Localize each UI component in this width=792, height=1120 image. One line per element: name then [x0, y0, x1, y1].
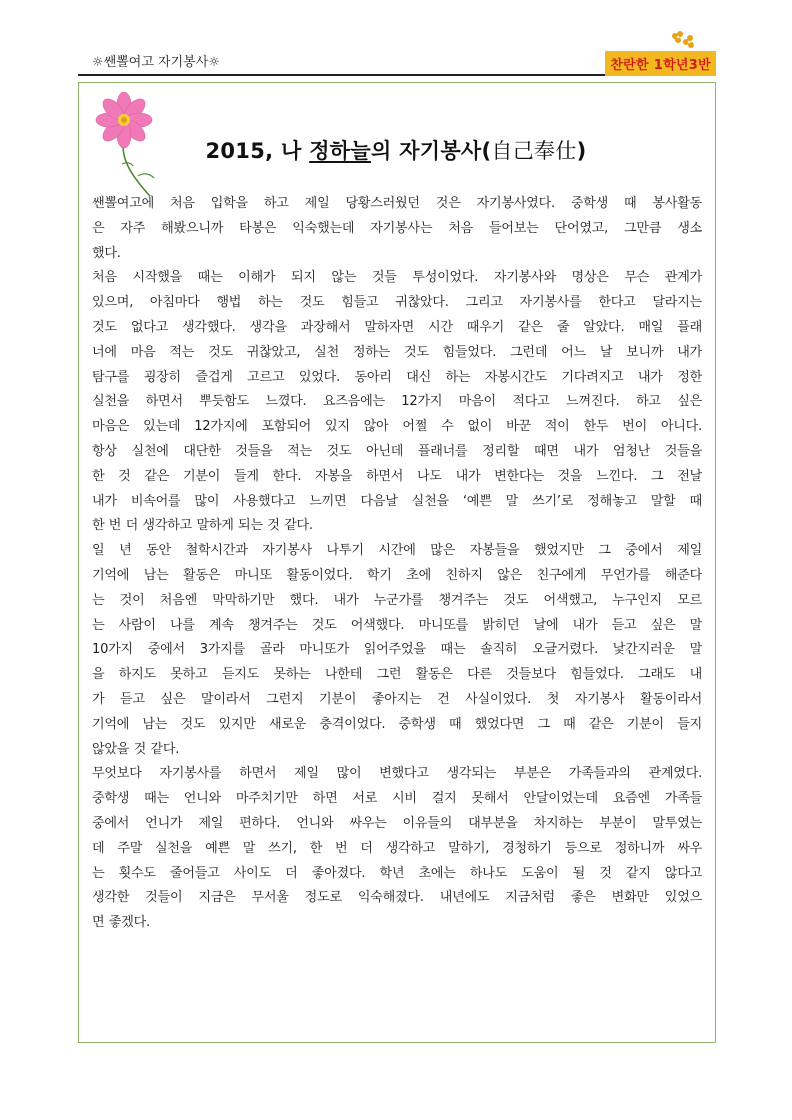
header-school-label: ☼쌘뽈여고 자기봉사☼: [92, 55, 220, 70]
text-line: 너에 마음 적는 것도 귀찮았고, 실천 정하는 것도 힘들었다. 그런데 어느 날 보니까 내가: [92, 344, 702, 360]
text-line: 마음은 있는데 12가지에 포함되어 있지 않아 어쩔 수 없이 바꾼 적이 한두 번이 아니다.: [92, 419, 702, 435]
page-header: [78, 40, 716, 76]
text-line: 있으며, 아침마다 행법 하는 것도 힘들고 귀찮았다. 그리고 자기봉사를 한다고 달라지는: [92, 295, 702, 311]
text-line: 가 듣고 싶은 말이라서 그런지 기분이 좋아지는 건 사실이었다. 첫 자기봉사 활동이라서: [92, 691, 702, 707]
text-line: 는 것이 처음엔 막막하기만 했다. 내가 누군가를 챙겨주는 것도 어색했고, 누구인지 모르: [92, 592, 702, 608]
text-line: 중에서 언니가 제일 편하다. 언니와 싸우는 이유들의 대부분을 차지하는 부분이 말투였는: [92, 815, 702, 831]
text-line: 중학생 때는 언니와 마주치기만 하면 서로 시비 걸지 못해서 안달이었는데 요즘엔 가족들: [92, 791, 702, 807]
text-line: 탐구를 굉장히 즐겁게 고르고 있었다. 동아리 대신 하는 자봉시간도 기다려지고 내가 정한: [92, 369, 702, 385]
text-line: 한 번 더 생각하고 말하게 되는 것 같다.: [92, 518, 313, 534]
author-name: 정하늘: [309, 139, 371, 163]
text-line: 항상 실천에 대단한 것들을 적는 것도 아닌데 플래너를 정리할 때면 내가 엄청난 것들을: [92, 443, 702, 459]
text-line: 은 자주 해봤으니까 타봉은 익숙했는데 자기봉사는 처음 들어보는 단어였고, 그만큼 생소: [92, 220, 702, 236]
text-line: 것도 없다고 생각했다. 생각을 과장해서 말하자면 시간 때우기 같은 줄 알았다. 매일 플래: [92, 319, 702, 335]
text-line: 생각한 것들이 지금은 무서울 정도로 익숙해졌다. 내년에도 지금처럼 좋은 변화만 있었으: [92, 890, 702, 906]
page-title: 2015, 나 정하늘의 자기봉사(自己奉仕): [205, 139, 587, 163]
text-line: 않았을 것 같다.: [92, 741, 180, 757]
text-line: 면 좋겠다.: [92, 915, 150, 931]
text-line: 을 하지도 못하고 듣지도 못하는 나한테 그런 활동은 다른 것들보다 힘들었다. 그래도 내: [92, 667, 702, 683]
title-hanja: 自己奉仕: [491, 139, 577, 163]
text-line: 쌘뽈여고에 처음 입학을 하고 제일 당황스러웠던 것은 자기봉사였다. 중학생 때 봉사활동: [92, 196, 702, 211]
text-line: 실천을 하면서 뿌듯함도 느꼈다. 요즈음에는 12가지 마음이 적다고 느껴진다. 하고 싶은: [92, 394, 702, 410]
text-line: 10가지 중에서 3가지를 골라 마니또가 읽어주었을 때는 솔직히 오글거렸다. 낯간지러운 말: [92, 642, 702, 658]
essay-body: [92, 192, 702, 936]
text-line: 기억에 남는 것도 있지만 새로운 충격이었다. 중학생 때 했었다면 그 때 같은 기분이 들지: [92, 716, 702, 732]
text-line: 처음 시작했을 때는 이해가 되지 않는 것들 투성이었다. 자기봉사와 명상은 무슨 관계가: [92, 270, 702, 286]
text-line: 무엇보다 자기봉사를 하면서 제일 많이 변했다고 생각되는 부분은 가족들과의 관계였다.: [92, 766, 702, 782]
text-line: 한 것 같은 기분이 들게 한다. 자봉을 하면서 나도 내가 변한다는 것을 느낀다. 그 전날: [92, 468, 702, 484]
text-line: 는 횟수도 줄어들고 사이도 더 좋아졌다. 학년 초에는 하나도 도움이 될 것 같지 않다고: [92, 865, 702, 881]
text-line: 데 주말 실천을 예쁜 말 쓰기, 한 번 더 생각하고 말하기, 경청하기 등으로 정하니까 싸우: [92, 840, 702, 856]
text-line: 는 사람이 나를 계속 챙겨주는 것도 어색했다. 마니또를 밝히던 날에 내가 듣고 싶은 말: [92, 617, 702, 633]
text-line: 기억에 남는 활동은 마니또 활동이었다. 학기 초에 친하지 않은 친구에게 무언가를 해준다: [92, 567, 702, 583]
text-line: 내가 비속어를 많이 사용했다고 느끼면 다음날 실천을 ‘예쁜 말 쓰기’로 정해놓고 말할 때: [92, 493, 702, 509]
header-class-badge: 찬란한 1학년3반: [605, 51, 716, 76]
text-line: 했다.: [92, 245, 121, 261]
text-line: 일 년 동안 철학시간과 자기봉사 나투기 시간에 많은 자봉들을 했었지만 그 중에서 제일: [92, 543, 702, 559]
